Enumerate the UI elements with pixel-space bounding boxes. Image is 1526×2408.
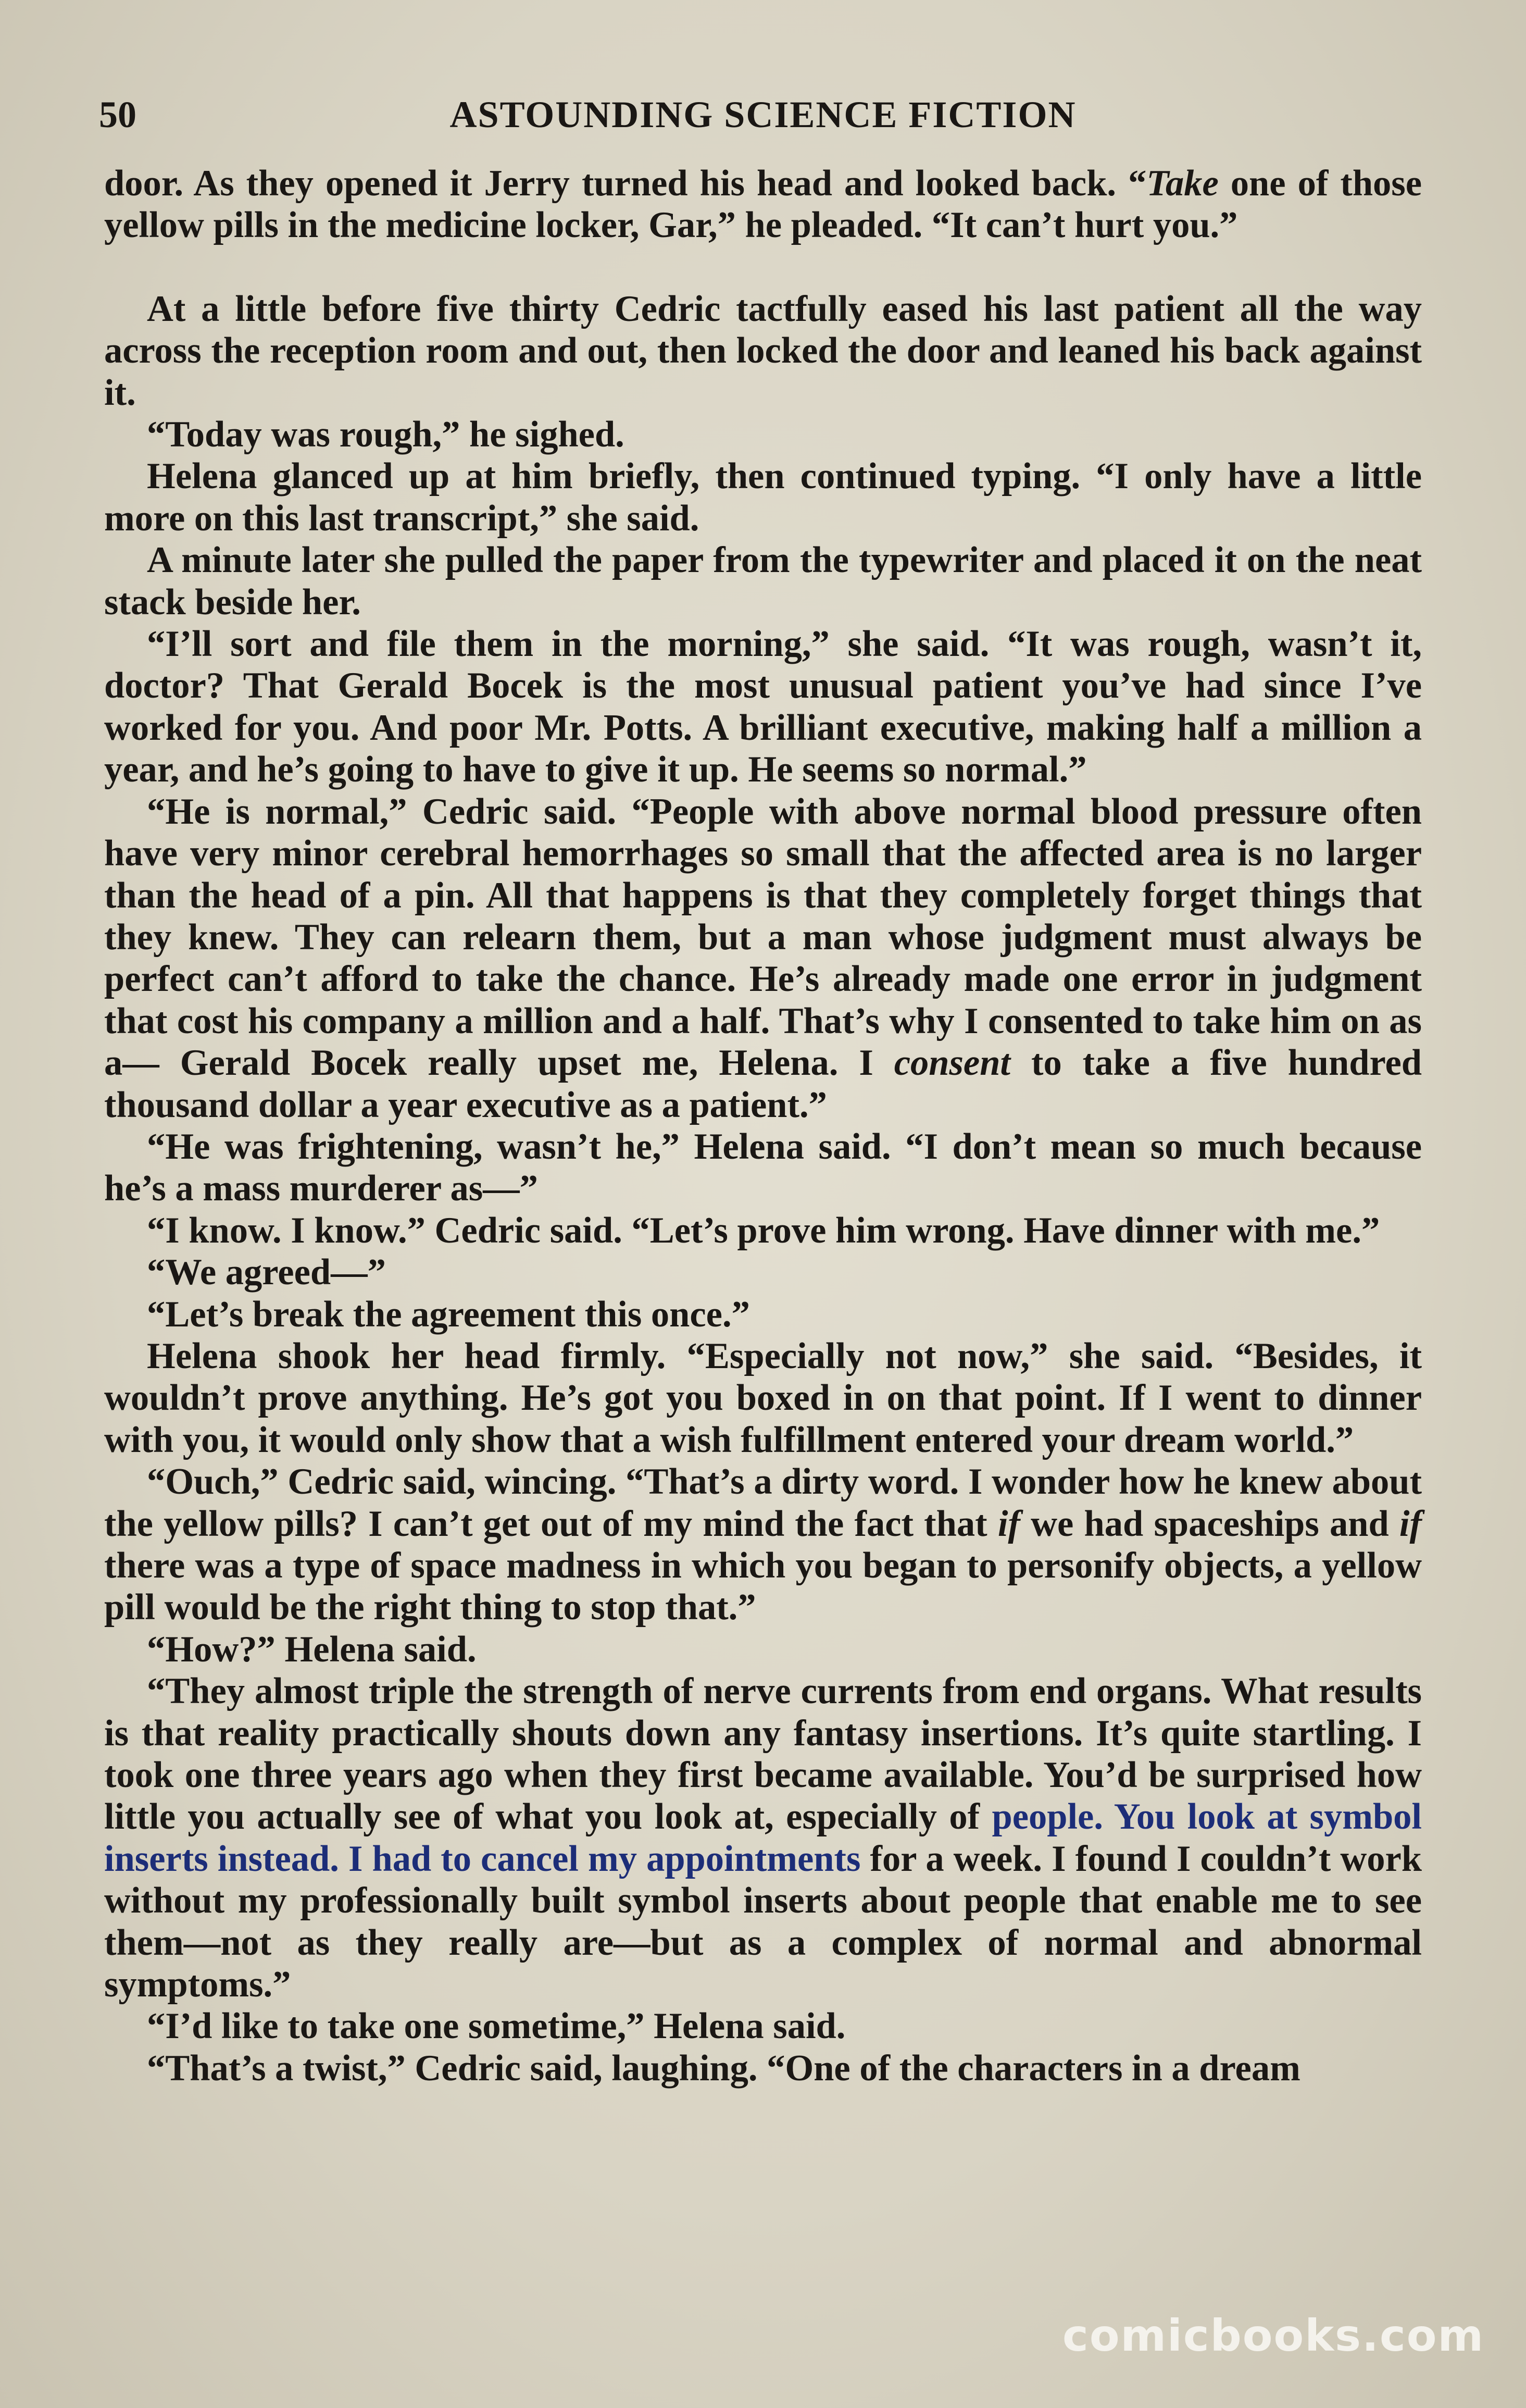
page-header	[99, 89, 1427, 141]
paragraph: door. As they opened it Jerry turned his head and looked back. “Take one of those yellow pills in the medicine locker, Gar,” he pleaded. “It can’t hurt you.”	[104, 163, 1422, 246]
paragraph: “I know. I know.” Cedric said. “Let’s prove him wrong. Have dinner with me.”	[147, 1210, 1380, 1251]
paragraph: Helena glanced up at him briefly, then continued typing. “I only have a little more on this last transcript,” she said.	[104, 456, 1422, 539]
paragraph: “Ouch,” Cedric said, wincing. “That’s a dirty word. I wonder how he knew about the yellow pills? I can’t get out of my mind the fact that if we had spaceships and if there was a type of space madness in which you began to personify objects, a yellow pill would be the right thing to stop that.”	[104, 1461, 1422, 1628]
watermark-logo: comicbooks.com	[1062, 2310, 1484, 2361]
running-head: ASTOUNDING SCIENCE FICTION	[449, 94, 1077, 135]
paragraph: “Today was rough,” he sighed.	[147, 414, 624, 455]
paragraph: A minute later she pulled the paper from the typewriter and placed it on the neat stack beside her.	[104, 540, 1422, 623]
paragraph: “He is normal,” Cedric said. “People with above normal blood pressure often have very minor cerebral hemorrhages so small that the affected area is no larger than the head of a pin. All that happens is that they completely forget things that they knew. They can relearn them, but a man whose judgment must always be perfect can’t afford to take the chance. He’s already made one error in judgment that cost his company a million and a half. That’s why I consented to take him on as a— Gerald Bocek really upset me, Helena. I consent to take a five hundred thousand dollar a year executive as a patient.”	[104, 791, 1422, 1125]
paragraph: “He was frightening, wasn’t he,” Helena said. “I don’t mean so much because he’s a mass murderer as—”	[104, 1126, 1422, 1209]
paragraph: At a little before five thirty Cedric tactfully eased his last patient all the way across the reception room and out, then locked the door and leaned his back against it.	[104, 288, 1422, 413]
paragraph: “How?” Helena said.	[147, 1629, 477, 1670]
paragraph: “Let’s break the agreement this once.”	[147, 1294, 750, 1335]
paragraph: Helena shook her head firmly. “Especially not now,” she said. “Besides, it wouldn’t prove anything. He’s got you boxed in on that point. If I went to dinner with you, it would only show that a wish fulfillment entered your dream world.”	[104, 1335, 1422, 1460]
paragraph: “I’ll sort and file them in the morning,” she said. “It was rough, wasn’t it, doctor? That Gerald Bocek is the most unusual patient you’ve had since I’ve worked for you. And poor Mr. Potts. A brilliant executive, making half a million a year, and he’s going to have to give it up. He seems so normal.”	[104, 624, 1422, 790]
story-text	[104, 163, 1422, 2089]
paragraph: “They almost triple the strength of nerve currents from end organs. What results is that reality practically shouts down any fantasy insertions. It’s quite startling. I took one three years ago when they first became available. You’d be surprised how little you actually see of what you look at, especially of people. You look at symbol inserts instead. I had to cancel my appointments for a week. I found I couldn’t work without my professionally built symbol inserts about people that enable me to see them—not as they really are—but as a complex of normal and abnormal symptoms.”	[104, 1671, 1422, 2005]
page-number: 50	[99, 94, 136, 135]
paragraph: “We agreed—”	[147, 1252, 386, 1293]
paragraph: “I’d like to take one sometime,” Helena said.	[147, 2006, 846, 2047]
paragraph: “That’s a twist,” Cedric said, laughing. “One of the characters in a dream	[147, 2047, 1300, 2089]
